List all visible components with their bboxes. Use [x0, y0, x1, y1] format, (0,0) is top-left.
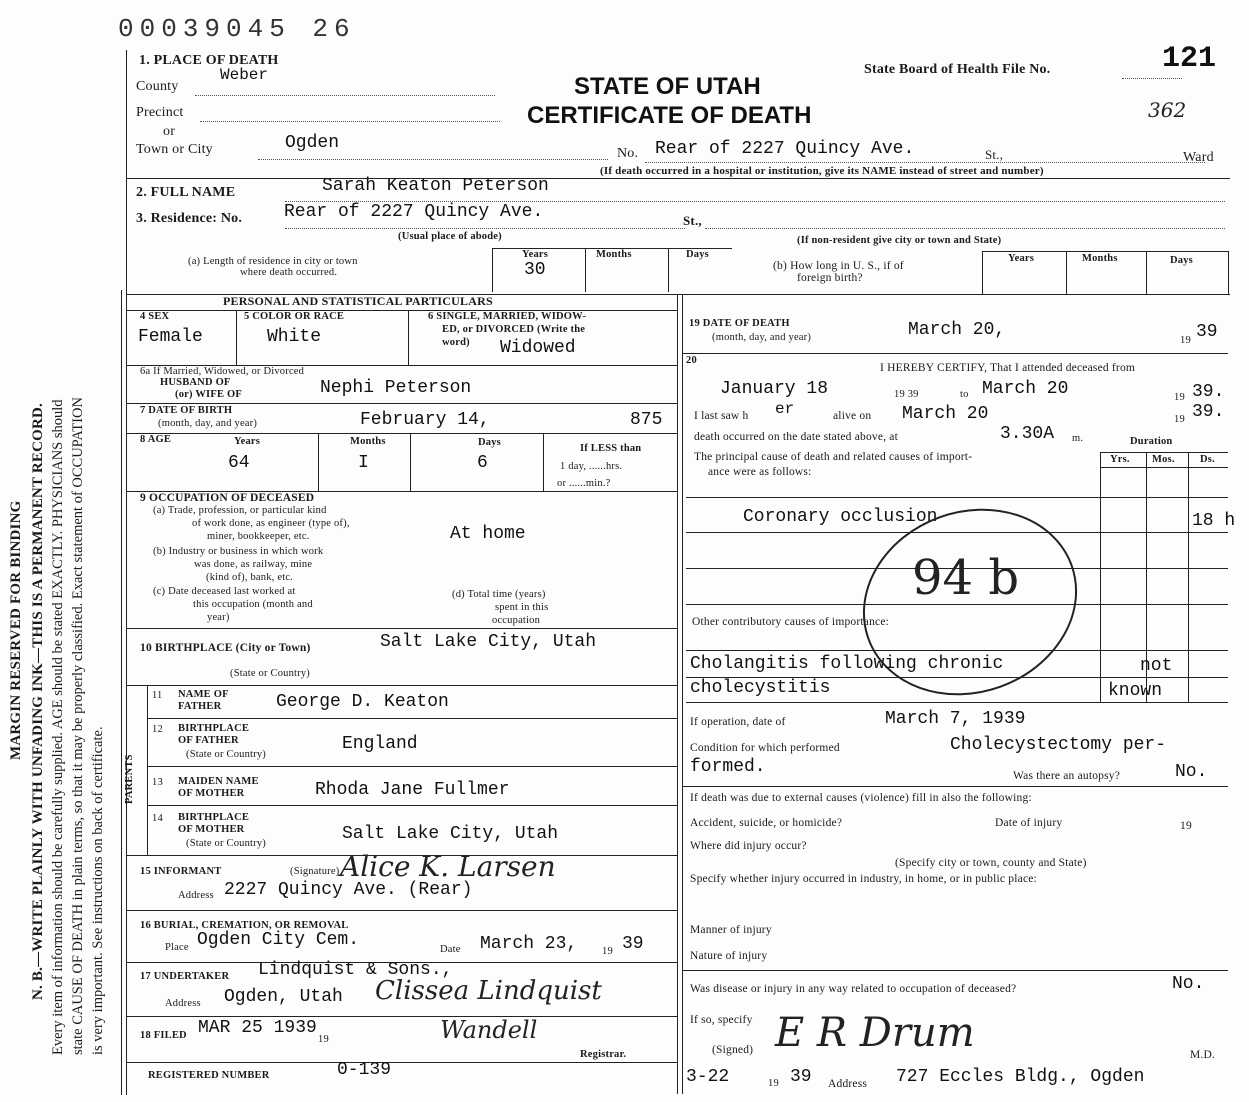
occ-b-label-2: was done, as railway, mine	[194, 559, 313, 570]
marital-value: Widowed	[500, 338, 576, 358]
occ-d-label-3: occupation	[492, 615, 541, 626]
father-value: George D. Keaton	[276, 692, 449, 712]
burial-place-label: Place	[165, 942, 189, 953]
occ-a-label-1: (a) Trade, profession, or particular kind	[153, 505, 327, 516]
dob-year: 875	[630, 410, 663, 430]
principal-cause: Coronary occlusion	[743, 507, 938, 527]
physician-address-label: Address	[828, 1078, 868, 1090]
burial-label: 16 BURIAL, CREMATION, OR REMOVAL	[140, 920, 349, 931]
autopsy-label: Was there an autopsy?	[1013, 770, 1121, 782]
condition-2: formed.	[690, 757, 766, 777]
spouse-value: Nephi Peterson	[320, 378, 472, 398]
mother-value: Rhoda Jane Fullmer	[315, 780, 510, 800]
hospital-note: (If death occurred in a hospital or institution, give its NAME instead of street and number)	[600, 165, 1044, 177]
res-months-label: Months	[596, 249, 632, 260]
informant-address-label: Address	[178, 890, 214, 901]
less-than-label-1: If LESS than	[580, 443, 642, 454]
dod-value: March 20,	[908, 320, 1006, 340]
age-days-value: 6	[477, 453, 488, 473]
father-label-1: NAME OF	[178, 689, 229, 700]
informant-signature: Alice K. Larsen	[340, 850, 556, 883]
foreign-days-label: Days	[1170, 255, 1193, 266]
autopsy-value: No.	[1175, 762, 1208, 782]
usual-abode-label: (Usual place of abode)	[398, 231, 502, 242]
race-label: 5 COLOR OR RACE	[244, 311, 345, 322]
signed-year-prefix: 19	[768, 1078, 779, 1089]
contrib-duration-2: known	[1108, 681, 1163, 701]
dod-year: 39	[1196, 322, 1218, 342]
signed-label: (Signed)	[712, 1044, 754, 1056]
occ-c-label-1: (c) Date deceased last worked at	[153, 586, 296, 597]
handwritten-no: 362	[1148, 98, 1187, 122]
registrar-label: Registrar.	[580, 1049, 627, 1060]
father-bp-label-1: BIRTHPLACE	[178, 723, 250, 734]
margin-instructions	[0, 0, 110, 1102]
spouse-label-2: HUSBAND OF	[160, 377, 231, 388]
residence-value: Rear of 2227 Quincy Ave.	[284, 202, 544, 222]
age-years-label: Years	[234, 436, 261, 447]
marital-label-2: ED, or DIVORCED (Write the	[442, 324, 586, 335]
ward-label: Ward	[1183, 150, 1214, 165]
operation-date: March 7, 1939	[885, 709, 1026, 729]
age-years-value: 64	[228, 453, 250, 473]
principal-label-1: The principal cause of death and related causes of import-	[694, 451, 973, 463]
dod-label-2: (month, day, and year)	[712, 332, 812, 343]
to-label: to	[960, 389, 969, 400]
dob-label-1: 7 DATE OF BIRTH	[140, 405, 233, 416]
serial-number: 00039045 26	[118, 14, 356, 44]
residence-st-label: St.,	[683, 213, 702, 228]
signed-year: 39	[790, 1067, 812, 1087]
manner-label: Manner of injury	[690, 924, 772, 936]
age-label: 8 AGE	[140, 434, 172, 445]
last-saw-pronoun: er	[775, 400, 795, 418]
left-border	[126, 50, 127, 1095]
left-border-inner	[121, 290, 122, 1095]
undertaker-name: Lindquist & Sons.,	[258, 960, 453, 980]
age-months-label: Months	[350, 436, 386, 447]
informant-sig-label: (Signature)	[290, 866, 340, 877]
foreign-months-label: Months	[1082, 253, 1118, 264]
county-label: County	[136, 79, 179, 94]
no-label: No.	[617, 146, 639, 161]
specify-label: Specify whether injury occurred in industry, in home, or in public place:	[690, 873, 1037, 885]
occupation-related-value: No.	[1172, 974, 1205, 994]
county-value: Weber	[220, 66, 269, 84]
foreign-years-label: Years	[1008, 253, 1035, 264]
place-of-death-label: 1. PLACE OF DEATH	[139, 53, 279, 68]
physician-signature: E R Drum	[775, 1010, 975, 1056]
spouse-label-1: 6a If Married, Widowed, or Divorced	[140, 366, 305, 377]
attend-from: January 18	[720, 379, 829, 399]
undertaker-address: Ogden, Utah	[224, 987, 343, 1007]
occ-d-label-1: (d) Total time (years)	[452, 589, 546, 600]
ds-label: Ds.	[1200, 454, 1215, 465]
or-label: or	[163, 124, 176, 139]
certify-text: I HEREBY CERTIFY, That I attended deceased from	[880, 362, 1136, 374]
father-bp-value: England	[342, 734, 418, 754]
precinct-label: Precinct	[136, 105, 184, 120]
rule-top-residence	[126, 178, 1230, 179]
certificate-title: CERTIFICATE OF DEATH	[527, 102, 812, 129]
dod-year-prefix: 19	[1180, 335, 1191, 346]
filed-year-prefix: 19	[318, 1034, 329, 1045]
informant-address: 2227 Quincy Ave. (Rear)	[224, 880, 473, 900]
principal-duration: 18 h	[1192, 511, 1236, 531]
occ-a-label-2: of work done, as engineer (type of),	[192, 518, 350, 529]
occupation-related-label: Was disease or injury in any way related to occupation of deceased?	[690, 983, 1017, 995]
undertaker-address-label: Address	[165, 998, 201, 1009]
contrib-duration-1: not	[1140, 656, 1173, 676]
father-bp-label-2: OF FATHER	[178, 735, 239, 746]
condition-1: Cholecystectomy per-	[950, 735, 1167, 755]
center-divider	[677, 294, 678, 1094]
center-divider-2	[682, 294, 683, 1094]
alive-on-label: alive on	[833, 410, 872, 422]
margin-instruction-3: is very important. See instructions on back of certificate.	[90, 726, 106, 1055]
death-time: 3.30A	[1000, 424, 1055, 444]
physician-address: 727 Eccles Bldg., Ogden	[896, 1067, 1145, 1087]
attend-to: March 20	[982, 379, 1069, 399]
less-than-label-3: or ......min.?	[557, 478, 611, 489]
town-label: Town or City	[136, 142, 213, 157]
md-label: M.D.	[1190, 1049, 1216, 1061]
yrs-label: Yrs.	[1110, 454, 1130, 465]
undertaker-signature: Clissea Lindquist	[375, 976, 602, 1006]
margin-binding-note: MARGIN RESERVED FOR BINDING	[8, 500, 24, 760]
where-label: Where did injury occur?	[690, 840, 807, 852]
dob-label-2: (month, day, and year)	[158, 418, 258, 429]
dod-label-1: 19 DATE OF DEATH	[689, 318, 790, 329]
registered-number: 0-139	[337, 1060, 392, 1080]
attend-to-year-prefix: 19	[1174, 392, 1185, 403]
operation-label: If operation, date of	[690, 716, 786, 728]
occ-d-label-2: spent in this	[495, 602, 549, 613]
nonresident-label: (If non-resident give city or town and State)	[797, 235, 1002, 246]
mother-bp-label-3: (State or Country)	[186, 838, 267, 849]
occ-b-label-1: (b) Industry or business in which work	[153, 546, 324, 557]
injury-date-year: 19	[1180, 820, 1192, 832]
if-so-label: If so, specify	[690, 1014, 753, 1026]
occ-c-label-2: this occupation (month and	[193, 599, 313, 610]
mother-bp-label-2: OF MOTHER	[178, 824, 245, 835]
length-residence-label-2: where death occurred.	[240, 267, 338, 278]
race-value: White	[267, 327, 322, 347]
foreign-label-1: (b) How long in U. S., if of	[773, 260, 904, 272]
burial-place: Ogden City Cem.	[197, 930, 360, 950]
burial-date-label: Date	[440, 944, 461, 955]
occ-a-label-3: miner, bookkeeper, etc.	[207, 531, 310, 542]
duration-label: Duration	[1130, 436, 1173, 447]
personal-section-title: PERSONAL AND STATISTICAL PARTICULARS	[223, 294, 493, 308]
last-saw-year-prefix: 19	[1174, 414, 1185, 425]
foreign-label-2: foreign birth?	[797, 272, 863, 284]
signed-date: 3-22	[686, 1067, 730, 1087]
death-time-label: death occurred on the date stated above, at	[694, 431, 899, 443]
stamp-text: 94 b	[912, 550, 1020, 606]
street-value: Rear of 2227 Quincy Ave.	[655, 139, 915, 159]
occupation-value: At home	[450, 524, 526, 544]
filed-date: MAR 25 1939	[198, 1018, 317, 1038]
parents-side-label: PARENTS	[124, 754, 135, 804]
father-num: 11	[152, 690, 163, 701]
res-years-value: 30	[524, 260, 546, 280]
burial-year-prefix: 19	[602, 946, 613, 957]
registered-number-label: REGISTERED NUMBER	[148, 1070, 270, 1081]
occ-c-label-3: year)	[207, 612, 230, 623]
length-residence-label-1: (a) Length of residence in city or town	[188, 256, 358, 267]
mother-bp-label-1: BIRTHPLACE	[178, 812, 250, 823]
contributory-label: Other contributory causes of importance:	[692, 616, 890, 628]
full-name-value: Sarah Keaton Peterson	[322, 176, 549, 196]
nature-label: Nature of injury	[690, 950, 768, 962]
father-bp-label-3: (State or Country)	[186, 749, 267, 760]
dob-value: February 14,	[360, 410, 490, 430]
registrar-signature: Wandell	[440, 1016, 538, 1044]
res-days-label: Days	[686, 249, 709, 260]
occ-b-label-3: (kind of), bank, etc.	[206, 572, 294, 583]
birthplace-value: Salt Lake City, Utah	[380, 632, 597, 652]
full-name-label: 2. FULL NAME	[136, 185, 236, 200]
mother-bp-value: Salt Lake City, Utah	[342, 824, 559, 844]
age-days-label: Days	[478, 437, 501, 448]
attend-from-year: 19 39	[894, 389, 919, 400]
death-time-suffix: m.	[1072, 433, 1084, 444]
contributory-1: Cholangitis following chronic	[690, 654, 1004, 674]
last-saw-year: 39.	[1192, 402, 1225, 422]
sex-value: Female	[138, 327, 203, 347]
principal-label-2: ance were as follows:	[708, 466, 812, 478]
cert-num: 20	[686, 355, 697, 366]
contributory-2: cholecystitis	[690, 678, 831, 698]
age-months-value: I	[358, 453, 369, 473]
margin-instruction-1: Every item of information should be carefully supplied. AGE should be stated EXACTLY. PHYSICIANS should	[50, 399, 66, 1055]
mother-bp-num: 14	[152, 813, 163, 824]
undertaker-label: 17 UNDERTAKER	[140, 971, 230, 982]
sex-label: 4 SEX	[140, 311, 170, 322]
mother-label-2: OF MOTHER	[178, 788, 245, 799]
where-sub-label: (Specify city or town, county and State)	[895, 857, 1087, 869]
birthplace-label: 10 BIRTHPLACE (City or Town)	[140, 642, 311, 654]
margin-ink-note: N. B.—WRITE PLAINLY WITH UNFADING INK—THIS IS A PERMANENT RECORD.	[30, 403, 46, 1000]
residence-label: 3. Residence: No.	[136, 211, 243, 226]
occupation-label: 9 OCCUPATION OF DECEASED	[140, 492, 315, 504]
marital-label-3: word)	[442, 337, 470, 348]
town-value: Ogden	[285, 133, 340, 153]
attend-to-year: 39.	[1192, 382, 1225, 402]
mos-label: Mos.	[1152, 454, 1175, 465]
birthplace-sub-label: (State or Country)	[230, 668, 311, 679]
father-label-2: FATHER	[178, 701, 222, 712]
informant-label: 15 INFORMANT	[140, 866, 222, 877]
external-label: If death was due to external causes (violence) fill in also the following:	[690, 792, 1032, 804]
file-no-label: State Board of Health File No.	[864, 62, 1051, 77]
margin-instruction-2: state CAUSE OF DEATH in plain terms, so that it may be properly classified. Exact statement of OCCUPATION	[70, 397, 86, 1055]
burial-year: 39	[622, 934, 644, 954]
spouse-label-3: (or) WIFE OF	[175, 389, 242, 400]
street-st-label: St.,	[985, 147, 1004, 162]
burial-date: March 23,	[480, 934, 578, 954]
last-saw-date: March 20	[902, 404, 989, 424]
injury-date-label: Date of injury	[995, 817, 1063, 829]
last-saw-label: I last saw h	[694, 410, 749, 422]
father-bp-num: 12	[152, 724, 163, 735]
res-years-label: Years	[522, 249, 549, 260]
file-no: 121	[1162, 42, 1217, 76]
less-than-label-2: 1 day, ......hrs.	[560, 461, 623, 472]
marital-label-1: 6 SINGLE, MARRIED, WIDOW-	[428, 311, 587, 322]
accident-label: Accident, suicide, or homicide?	[690, 817, 843, 829]
state-title: STATE OF UTAH	[574, 73, 761, 100]
condition-label: Condition for which performed	[690, 742, 840, 754]
mother-label-1: MAIDEN NAME	[178, 776, 259, 787]
filed-label: 18 FILED	[140, 1030, 187, 1041]
mother-num: 13	[152, 777, 163, 788]
